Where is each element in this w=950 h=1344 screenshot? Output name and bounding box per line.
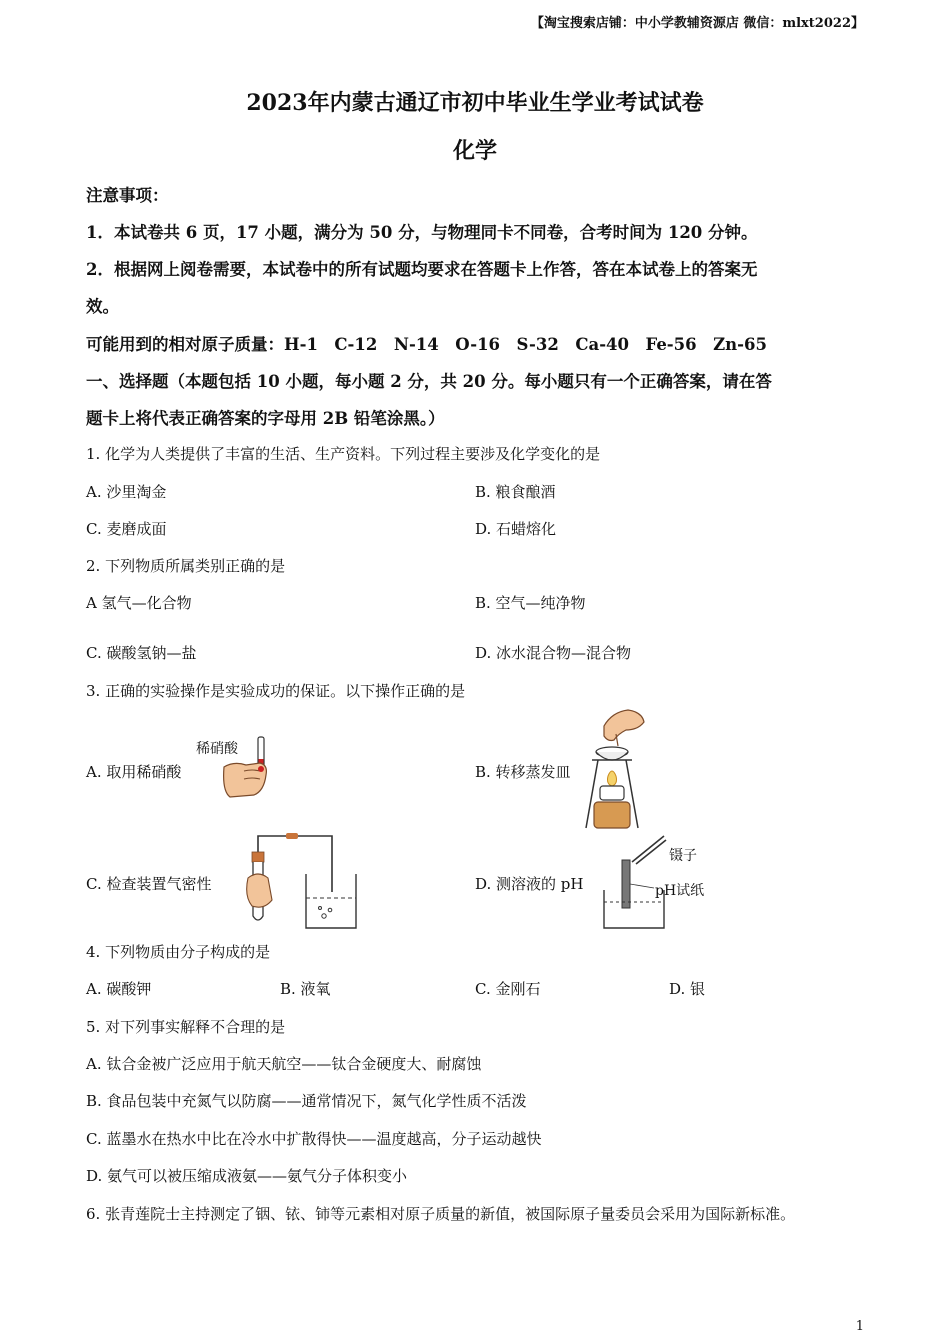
- exam-title: 2023年内蒙古通辽市初中毕业生学业考试试卷: [246, 90, 704, 116]
- question-2-stem: 2. 下列物质所属类别正确的是: [86, 557, 286, 575]
- subject-title: 化学: [452, 138, 497, 164]
- q4-option-a: A. 碳酸钾: [86, 980, 152, 998]
- label-ph-paper: pH试纸: [655, 883, 705, 899]
- header-note: 【淘宝搜索店铺：中小学教辅资源店 微信：mlxt2022】: [530, 16, 864, 31]
- q3-option-b: B. 转移蒸发皿: [475, 763, 571, 781]
- label-dilute-nitric-acid: 稀硝酸: [196, 741, 238, 757]
- figure-move-evaporating-dish: [578, 706, 648, 831]
- figure-take-nitric-acid: [220, 735, 280, 805]
- notes-item-2-cont: 效。: [86, 297, 119, 316]
- q4-option-c: C. 金刚石: [475, 980, 541, 998]
- atomic-mass-line: 可能用到的相对原子质量：H-1 C-12 N-14 O-16 S-32 Ca-40 Fe-56 Zn-65: [86, 335, 767, 354]
- q1-option-c: C. 麦磨成面: [86, 520, 167, 538]
- q2-option-a: A 氢气—化合物: [86, 594, 192, 612]
- q3-option-a: A. 取用稀硝酸: [86, 763, 182, 781]
- q1-option-a: A. 沙里淘金: [86, 483, 167, 501]
- q1-option-b: B. 粮食酿酒: [475, 483, 556, 501]
- q3-option-d: D. 测溶液的 pH: [475, 875, 584, 893]
- section-1-heading-cont: 题卡上将代表正确答案的字母用 2B 铅笔涂黑。）: [86, 409, 445, 428]
- q5-option-b: B. 食品包装中充氮气以防腐——通常情况下，氮气化学性质不活泼: [86, 1092, 527, 1110]
- section-1-heading: 一、选择题（本题包括 10 小题，每小题 2 分，共 20 分。每小题只有一个正确答案，请在答: [86, 372, 772, 391]
- q2-option-c: C. 碳酸氢钠—盐: [86, 644, 197, 662]
- figure-check-airtightness: [242, 830, 360, 932]
- notes-item-1: 1．本试卷共 6 页，17 小题，满分为 50 分，与物理同卡不同卷，合考时间为 120 分钟。: [86, 223, 758, 242]
- notes-heading: 注意事项：: [86, 186, 169, 205]
- q5-option-d: D. 氨气可以被压缩成液氨——氨气分子体积变小: [86, 1167, 408, 1185]
- label-tweezers: 镊子: [669, 848, 697, 864]
- q4-option-d: D. 银: [669, 980, 706, 998]
- q4-option-b: B. 液氧: [280, 980, 331, 998]
- question-5-stem: 5. 对下列事实解释不合理的是: [86, 1018, 286, 1036]
- question-6-stem: 6. 张青莲院士主持测定了铟、铱、铈等元素相对原子质量的新值，被国际原子量委员会采用为国际新标准。: [86, 1205, 796, 1223]
- q3-option-c: C. 检查装置气密性: [86, 875, 212, 893]
- page-number: 1: [855, 1319, 864, 1334]
- q2-option-d: D. 冰水混合物—混合物: [475, 644, 632, 662]
- q5-option-a: A. 钛合金被广泛应用于航天航空——钛合金硬度大、耐腐蚀: [86, 1055, 482, 1073]
- question-1-stem: 1. 化学为人类提供了丰富的生活、生产资料。下列过程主要涉及化学变化的是: [86, 445, 601, 463]
- q1-option-d: D. 石蜡熔化: [475, 520, 557, 538]
- question-4-stem: 4. 下列物质由分子构成的是: [86, 943, 271, 961]
- question-3-stem: 3. 正确的实验操作是实验成功的保证。以下操作正确的是: [86, 682, 466, 700]
- q5-option-c: C. 蓝墨水在热水中比在冷水中扩散得快——温度越高，分子运动越快: [86, 1130, 542, 1148]
- q2-option-b: B. 空气—纯净物: [475, 594, 586, 612]
- notes-item-2: 2．根据网上阅卷需要，本试卷中的所有试题均要求在答题卡上作答，答在本试卷上的答案无: [86, 260, 758, 279]
